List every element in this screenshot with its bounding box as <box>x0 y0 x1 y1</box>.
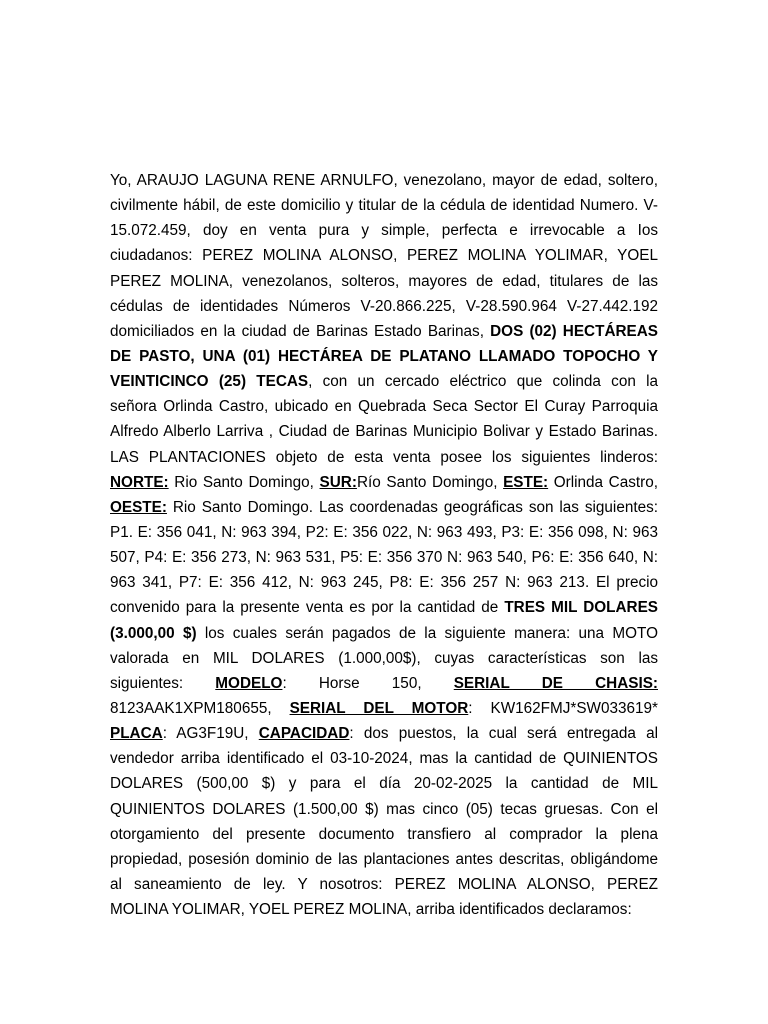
underlined-label: SERIAL DE CHASIS: <box>453 674 658 692</box>
text-line <box>110 445 658 470</box>
text-line <box>110 897 658 922</box>
text-line <box>110 822 658 847</box>
text-segment: Rio Santo Domingo, <box>168 473 320 491</box>
text-segment: señora Orlinda Castro, ubicado en Quebrada Seca Sector El Curay Parroquia <box>110 398 658 416</box>
text-segment: : KW162FMJ*SW033619* <box>468 699 658 717</box>
underlined-label: SERIAL DEL MOTOR <box>289 699 469 717</box>
text-line <box>110 495 658 520</box>
underlined-label: CAPACIDAD <box>258 725 350 743</box>
bold-text: VEINTICINCO (25) TECAS <box>110 373 309 391</box>
text-segment: Yo, ARAUJO LAGUNA RENE ARNULFO, venezolano, mayor de edad, soltero, <box>110 172 658 189</box>
text-line <box>110 671 658 696</box>
text-line <box>110 168 658 193</box>
bold-text: DE PASTO, UNA (01) HECTÁREA DE PLATANO LLAMADO TOPOCHO Y <box>110 347 658 365</box>
text-line <box>110 847 658 872</box>
text-segment: PEREZ MOLINA, venezolanos, solteros, mayores de edad, titulares de las <box>110 272 658 290</box>
text-segment: Río Santo Domingo, <box>356 473 504 491</box>
text-line <box>110 218 658 243</box>
text-line <box>110 243 658 268</box>
text-segment: domiciliados en la ciudad de Barinas Estado Barinas, <box>110 322 491 340</box>
text-segment: LAS PLANTACIONES objeto de esta venta posee los siguientes linderos: <box>110 448 658 466</box>
underlined-label: MODELO <box>215 674 283 692</box>
text-segment: otorgamiento del presente documento transfiero al comprador la plena <box>110 825 658 843</box>
text-segment: cédulas de identidades Números V-20.866.225, V-28.590.964 V-27.442.192 <box>110 297 658 315</box>
text-line <box>110 797 658 822</box>
text-segment: propiedad, posesión dominio de las plantaciones antes descritas, obligándome <box>110 850 658 868</box>
text-line <box>110 470 658 495</box>
text-line <box>110 193 658 218</box>
text-segment: , con un cercado eléctrico que colinda con la <box>308 373 659 391</box>
text-segment: Rio Santo Domingo. Las coordenadas geográficas son las siguientes: <box>166 498 658 516</box>
text-segment: 8123AAK1XPM180655, <box>110 699 290 717</box>
text-line <box>110 746 658 771</box>
text-segment: 963 341, P7: E: 356 412, N: 963 245, P8: E: 356 257 N: 963 213. El precio <box>110 574 658 592</box>
text-segment: P1. E: 356 041, N: 963 394, P2: E: 356 022, N: 963 493, P3: E: 356 098, N: 963 <box>110 523 658 541</box>
underlined-label: ESTE: <box>503 473 549 491</box>
text-line <box>110 570 658 595</box>
text-segment: civilmente hábil, de este domicilio y titular de la cédula de identidad Numero. V- <box>110 197 658 215</box>
text-segment: vendedor arriba identificado el 03-10-2024, mas la cantidad de QUINIENTOS <box>110 750 658 768</box>
underlined-label: NORTE: <box>110 473 169 491</box>
text-segment: ciudadanos: PEREZ MOLINA ALONSO, PEREZ MOLINA YOLIMAR, YOEL <box>110 247 658 265</box>
bold-text: TRES MIL DOLARES <box>504 599 658 617</box>
underlined-label: PLACA <box>110 725 163 743</box>
text-line <box>110 545 658 570</box>
text-line <box>110 696 658 721</box>
text-segment: siguientes: <box>110 674 216 692</box>
text-line <box>110 269 658 294</box>
text-segment: MOLINA YOLIMAR, YOEL PEREZ MOLINA, arriba identificados declaramos: <box>110 901 632 919</box>
underlined-label: SUR: <box>319 473 357 491</box>
text-segment: DOLARES (500,00 $) y para el día 20-02-2025 la cantidad de MIL <box>110 775 658 793</box>
text-segment: valorada en MIL DOLARES (1.000,00$), cuyas características son las <box>110 649 658 667</box>
text-segment: : dos puestos, la cual será entregada al <box>349 725 658 743</box>
text-line <box>110 419 658 444</box>
text-line <box>110 319 658 344</box>
text-line <box>110 294 658 319</box>
text-segment: : AG3F19U, <box>162 725 259 743</box>
text-line <box>110 595 658 620</box>
bold-text: (3.000,00 $) <box>110 624 197 642</box>
text-segment: : Horse 150, <box>282 674 454 692</box>
text-line <box>110 721 658 746</box>
text-line <box>110 369 658 394</box>
text-line <box>110 771 658 796</box>
text-line <box>110 872 658 897</box>
text-segment: al saneamiento de ley. Y nosotros: PEREZ MOLINA ALONSO, PEREZ <box>110 875 658 893</box>
text-segment: Orlinda Castro, <box>548 473 658 491</box>
text-segment: los cuales serán pagados de la siguiente manera: una MOTO <box>196 624 658 642</box>
document-body <box>110 168 658 922</box>
bold-text: DOS (02) HECTÁREAS <box>490 322 658 340</box>
text-line <box>110 394 658 419</box>
text-line <box>110 621 658 646</box>
text-segment: 507, P4: E: 356 273, N: 963 531, P5: E: 356 370 N: 963 540, P6: E: 356 640, N: <box>110 549 658 567</box>
text-segment: Alfredo Alberlo Larriva , Ciudad de Barinas Municipio Bolivar y Estado Barinas. <box>110 423 658 441</box>
text-segment: convenido para la presente venta es por la cantidad de <box>110 599 505 617</box>
text-line <box>110 344 658 369</box>
text-line <box>110 520 658 545</box>
text-segment: 15.072.459, doy en venta pura y simple, perfecta e irrevocable a Ios <box>110 222 658 240</box>
underlined-label: OESTE: <box>110 498 167 516</box>
text-segment: QUINIENTOS DOLARES (1.500,00 $) mas cinco (05) tecas gruesas. Con el <box>110 800 658 818</box>
text-line <box>110 646 658 671</box>
